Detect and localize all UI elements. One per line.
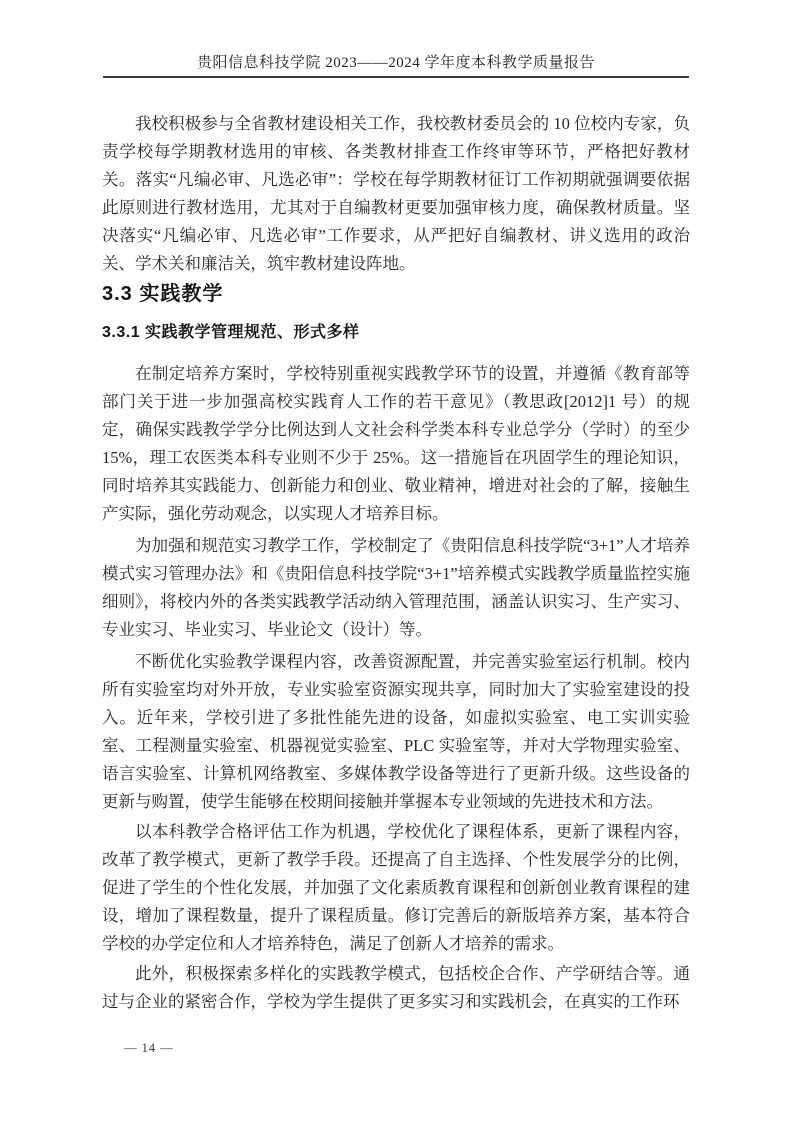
section-heading-3-3: 3.3 实践教学 <box>102 283 224 305</box>
paragraph-lab-construction: 不断优化实验教学课程内容，改善资源配置，并完善实验室运行机制。校内所有实验室均对外开放，专业实验室资源实现共享，同时加大了实验室建设的投入。近年来，学校引进了多批性能先进的设备，如虚拟实验室、电工实训实验室、工程测量实验室、机器视觉实验室、PLC 实验室等，并对大学物理实验室、语言实验室、计算机网络教室、多媒体教学设备等进行了更新升级。这些设备的更新与购置，使学生能够在校期间接触并掌握本专业领域的先进技术和方法。 <box>102 652 690 811</box>
page-body <box>102 96 690 1016</box>
running-header-title: 贵阳信息科技学院 2023——2024 学年度本科教学质量报告 <box>196 55 595 71</box>
header-rule <box>103 76 689 78</box>
paragraph-training-plan: 在制定培养方案时，学校特别重视实践教学环节的设置，并遵循《教育部等部门关于进一步加强高校实践育人工作的若干意见》（教思政[2012]1 号）的规定，确保实践教学学分比例达到人文社会科学类本科专业总学分（学时）的至少 15%，理工农医类本科专业则不少于 25%。这一措施旨在巩固学生的理论知识，同时培养其实践能力、创新能力和创业、敬业精神，增进对社会的了解，接触生产实际，强化劳动观念，以实现人才培养目标。 <box>102 364 690 523</box>
paragraph-textbook-review: 我校积极参与全省教材建设相关工作，我校教材委员会的 10 位校内专家，负责学校每学期教材选用的审核、各类教材排查工作终审等环节，严格把好教材关。落实“凡编必审、凡选必审”：学校在每学期教材征订工作初期就强调要依据此原则进行教材选用，尤其对于自编教材更要加强审核力度，确保教材质量。坚决落实“凡编必审、凡选必审”工作要求，从严把好自编教材、讲义选用的政治关、学术关和廉洁关，筑牢教材建设阵地。 <box>102 114 690 273</box>
paragraph-internship-regulations: 为加强和规范实习教学工作，学校制定了《贵阳信息科技学院“3+1”人才培养模式实习管理办法》和《贵阳信息科技学院“3+1”培养模式实践教学质量监控实施细则》，将校内外的各类实践教学活动纳入管理范围，涵盖认识实习、生产实习、专业实习、毕业实习、毕业论文（设计）等。 <box>102 536 690 639</box>
subsection-heading-3-3-1: 3.3.1 实践教学管理规范、形式多样 <box>102 324 360 341</box>
paragraph-practice-models: 此外，积极探索多样化的实践教学模式，包括校企合作、产学研结合等。通过与企业的紧密合作，学校为学生提供了更多实习和实践机会，在真实的工作环 <box>102 964 690 1011</box>
page-header <box>103 53 689 86</box>
page-number: — 14 — <box>124 1041 174 1055</box>
paragraph-curriculum-reform: 以本科教学合格评估工作为机遇，学校优化了课程体系，更新了课程内容，改革了教学模式，更新了教学手段。还提高了自主选择、个性发展学分的比例，促进了学生的个性化发展，并加强了文化素质教育课程和创新创业教育课程的建设，增加了课程数量，提升了课程质量。修订完善后的新版培养方案，基本符合学校的办学定位和人才培养特色，满足了创新人才培养的需求。 <box>102 822 690 953</box>
